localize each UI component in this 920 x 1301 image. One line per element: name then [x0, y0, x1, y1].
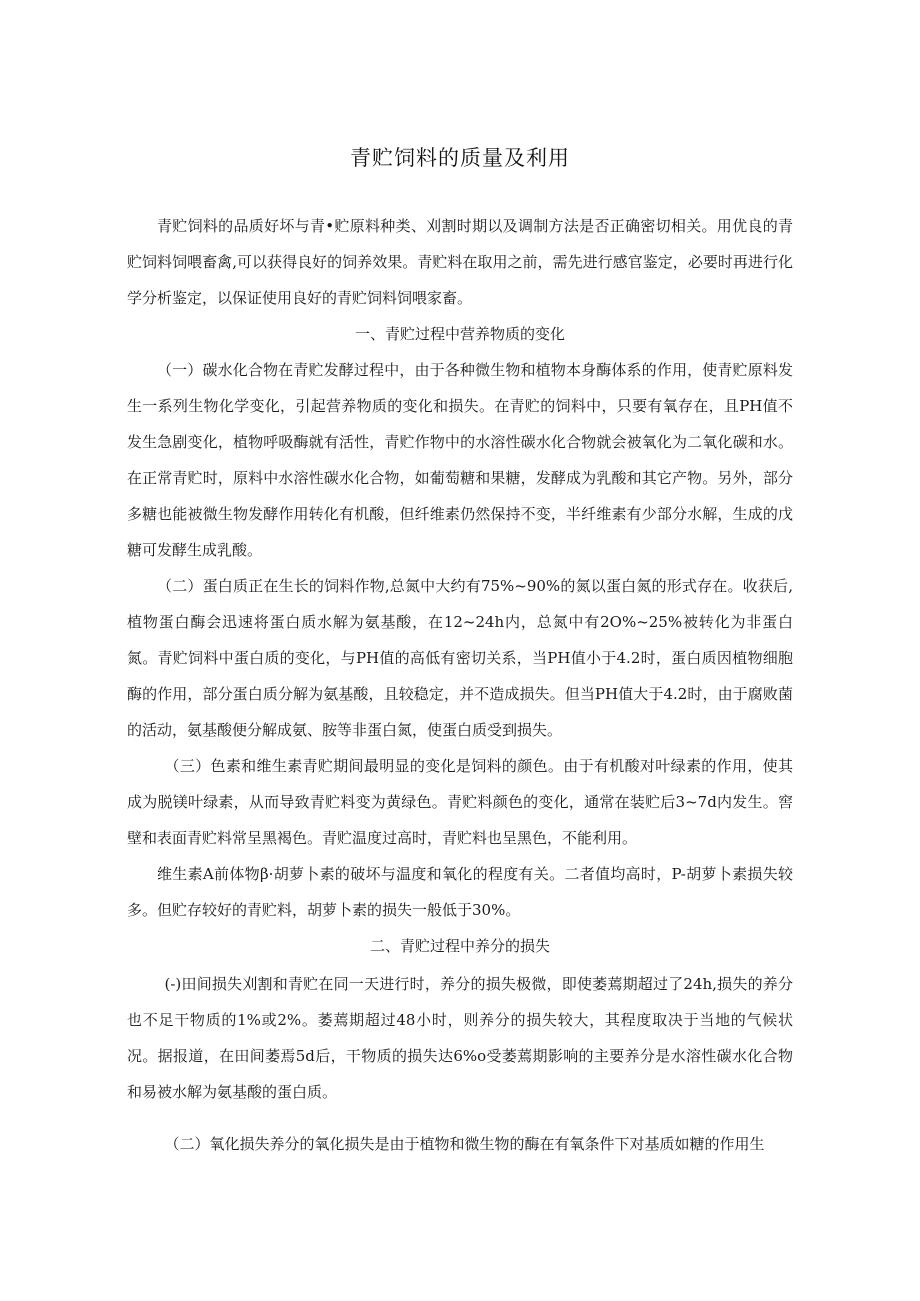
section-1-paragraph-carbohydrate: （一）碳水化合物在青贮发酵过程中，由于各种微生物和植物本身酶体系的作用，使青贮原料发生一系列生物化学变化，引起营养物质的变化和损失。在青贮的饲料中，只要有氧存在，且PH值不发生急剧变化，植物呼吸酶就有活性，青贮作物中的水溶性碳水化合物就会被氧化为二氧化碳和水。在正常青贮时，原料中水溶性碳水化合物，如葡萄糖和果糖，发酵成为乳酸和其它产物。另外，部分多糖也能被微生物发酵作用转化有机酸，但纤维素仍然保持不变，半纤维素有少部分水解，生成的戊糖可发酵生成乳酸。 [127, 361, 793, 559]
section-1-heading: 一、青贮过程中营养物质的变化 [354, 325, 565, 343]
section-2-paragraph-oxidation-loss: （二）氧化损失养分的氧化损失是由于植物和微生物的酶在有氧条件下对基质如糖的作用生 [164, 1135, 765, 1153]
intro-paragraph: 青贮饲料的品质好坏与青•贮原料种类、刈割时期以及调制方法是否正确密切相关。用优良的青贮饲料饲喂畜禽,可以获得良好的饲养效果。青贮料在取用之前，需先进行感官鉴定，必要时再进行化学分析鉴定，以保证使用良好的青贮饲料饲喂家畜。 [127, 217, 793, 307]
section-2-heading: 二、青贮过程中养分的损失 [369, 937, 550, 955]
section-2-paragraph-field-loss: (-)田间损失刈割和青贮在同一天进行时，养分的损失极微，即使萎蔫期超过了24h,损失的养分也不足干物质的1%或2%。萎蔫期超过48小时，则养分的损失较大，其程度取决于当地的气候状况。据报道，在田间萎焉5d后，干物质的损失达6%o受萎蔫期影响的主要养分是水溶性碳水化合物和易被水解为氨基酸的蛋白质。 [127, 975, 793, 1101]
section-1-paragraph-protein: （二）蛋白质正在生长的饲料作物,总氮中大约有75%~90%的氮以蛋白氮的形式存在。收获后,植物蛋白酶会迅速将蛋白质水解为氨基酸，在12~24h内，总氮中有2O%~25%被转化为非蛋白氮。青贮饲料中蛋白质的变化，与PH值的高低有密切关系，当PH值小于4.2时，蛋白质因植物细胞酶的作用，部分蛋白质分解为氨基酸，且较稳定，并不造成损失。但当PH值大于4.2时，由于腐败菌的活动，氨基酸便分解成氨、胺等非蛋白氮，使蛋白质受到损失。 [127, 577, 793, 739]
section-1-paragraph-pigment: （三）色素和维生素青贮期间最明显的变化是饲料的颜色。由于有机酸对叶绿素的作用，使其成为脱镁叶绿素，从而导致青贮料变为黄绿色。青贮料颜色的变化，通常在装贮后3~7d内发生。窖壁和表面青贮料常呈黑褐色。青贮温度过高时，青贮料也呈黑色，不能利用。 [127, 757, 793, 847]
section-1-paragraph-vitamin: 维生素A前体物β·胡萝卜素的破坏与温度和氧化的程度有关。二者值均高时，P-胡萝卜素损失较多。但贮存较好的青贮料，胡萝卜素的损失一般低于30%。 [127, 865, 793, 919]
document-title: 青贮饲料的质量及利用 [350, 146, 570, 170]
